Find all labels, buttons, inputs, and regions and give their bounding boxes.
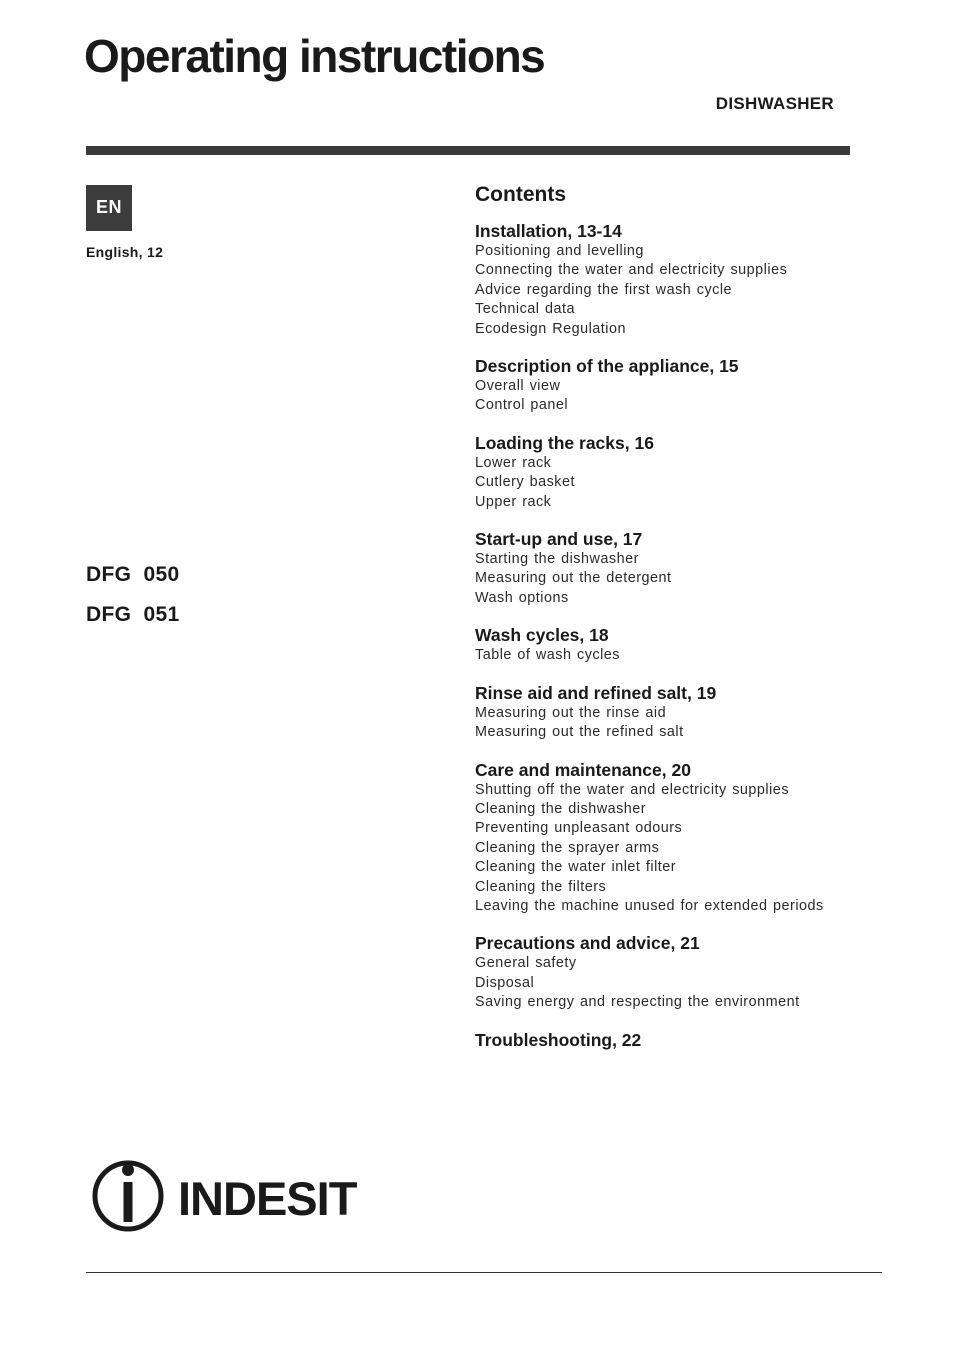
- toc-subsection: Table of wash cycles: [475, 647, 620, 664]
- toc-subsection: Upper rack: [475, 493, 552, 510]
- toc-subsection: Saving energy and respecting the environment: [475, 994, 800, 1011]
- toc-subsection: Leaving the machine unused for extended periods: [475, 897, 824, 914]
- toc-subsection: Technical data: [475, 301, 575, 318]
- toc-subsection: Cleaning the water inlet filter: [475, 859, 677, 876]
- toc-section-title: Loading the racks, 16: [475, 432, 654, 453]
- toc-subsection: Lower rack: [475, 454, 552, 471]
- page-title: Operating instructions: [84, 30, 545, 82]
- toc-subsection: Disposal: [475, 974, 535, 991]
- language-badge: EN: [86, 185, 132, 231]
- toc-section: [475, 355, 875, 416]
- contents-heading: Contents: [475, 183, 566, 206]
- toc-section-title: Care and maintenance, 20: [475, 759, 691, 780]
- toc-subsection: Cleaning the dishwasher: [475, 800, 647, 817]
- toc-section-title: Description of the appliance, 15: [475, 356, 739, 377]
- toc-section: [475, 1029, 875, 1051]
- toc-section: [475, 220, 875, 339]
- toc-section: [475, 932, 875, 1012]
- toc-section-title: Installation, 13-14: [475, 221, 622, 241]
- toc-subsection: Measuring out the detergent: [475, 570, 672, 587]
- toc-subsection: Cutlery basket: [475, 474, 575, 491]
- product-type: DISHWASHER: [715, 94, 834, 113]
- toc-subsection: Measuring out the rinse aid: [475, 704, 667, 721]
- toc-section-title: Rinse aid and refined salt, 19: [475, 682, 717, 703]
- toc-subsection: Wash options: [475, 589, 569, 606]
- toc-subsection: Connecting the water and electricity supplies: [475, 262, 788, 279]
- toc-subsection: Starting the dishwasher: [475, 551, 639, 568]
- toc-section: [475, 528, 875, 608]
- toc-section-title: Precautions and advice, 21: [475, 933, 700, 954]
- toc-section: [475, 624, 875, 665]
- toc-subsection: Preventing unpleasant odours: [475, 820, 683, 837]
- toc-section-title: Wash cycles, 18: [475, 625, 609, 646]
- toc-subsection: Shutting off the water and electricity supplies: [475, 781, 790, 798]
- indesit-logo: [92, 1158, 366, 1234]
- toc-subsection: General safety: [475, 955, 577, 972]
- toc-subsection: Cleaning the filters: [475, 878, 607, 895]
- toc-section: [475, 432, 875, 512]
- toc-section: [475, 759, 875, 917]
- toc-subsection: Ecodesign Regulation: [475, 320, 627, 337]
- toc-section-list: [475, 220, 875, 1051]
- toc-subsection: Overall view: [475, 378, 561, 395]
- toc-subsection: Advice regarding the first wash cycle: [475, 281, 733, 298]
- logo-wordmark: INDESIT: [178, 1172, 357, 1225]
- model-number: DFG 050: [86, 563, 180, 586]
- header-divider-bar: [86, 146, 850, 155]
- model-number: DFG 051: [86, 603, 180, 626]
- toc-subsection: Cleaning the sprayer arms: [475, 839, 660, 856]
- table-of-contents: [475, 181, 875, 1067]
- language-page-reference: English, 12: [86, 244, 164, 260]
- toc-section-title: Troubleshooting, 22: [475, 1029, 642, 1050]
- footer-divider: [86, 1272, 882, 1273]
- toc-subsection: Positioning and levelling: [475, 243, 644, 259]
- toc-subsection: Control panel: [475, 397, 569, 414]
- toc-section: [475, 682, 875, 743]
- toc-subsection: Measuring out the refined salt: [475, 724, 684, 741]
- toc-section-title: Start-up and use, 17: [475, 529, 643, 550]
